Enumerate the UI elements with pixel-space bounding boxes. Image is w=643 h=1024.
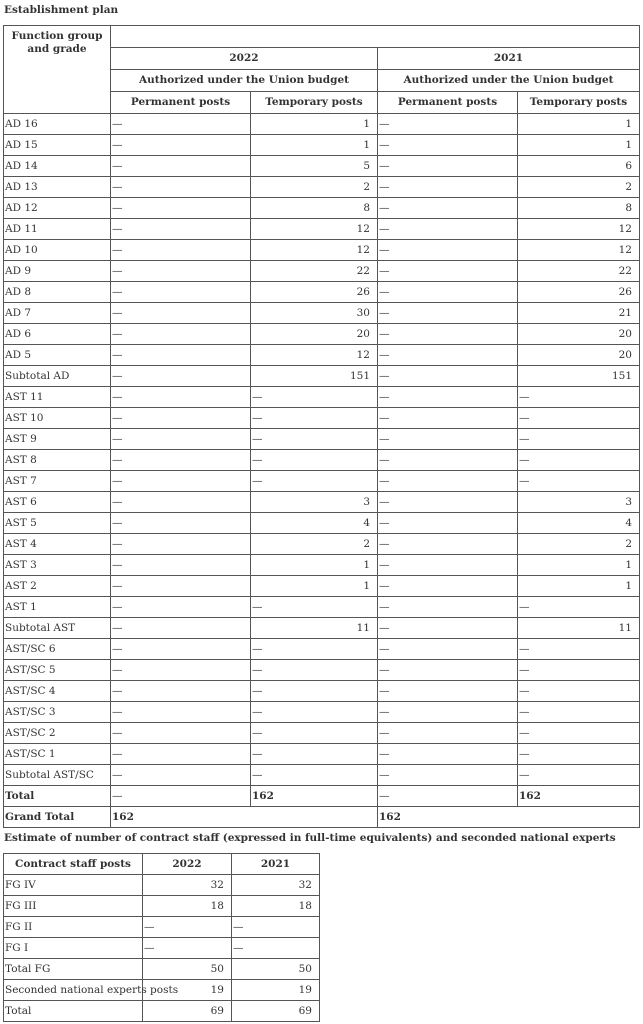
temporary-2022-cell: 3 (251, 492, 378, 513)
grade-label: AST 5 (4, 513, 111, 534)
contract-staff-table (3, 853, 320, 1022)
table-row (4, 324, 640, 345)
permanent-2022-cell: — (111, 639, 251, 660)
grade-label: Subtotal AD (4, 366, 111, 387)
table-row (4, 534, 640, 555)
temporary-2022-cell: 8 (251, 198, 378, 219)
temporary-2021-cell: — (518, 387, 640, 408)
table-row (4, 261, 640, 282)
temporary-2021-cell: 1 (518, 555, 640, 576)
grade-label: AD 6 (4, 324, 111, 345)
permanent-2022-cell: — (111, 135, 251, 156)
permanent-2022-cell: — (111, 660, 251, 681)
permanent-2022-cell: — (111, 261, 251, 282)
contract-staff-title: Estimate of number of contract staff (expressed in full-time equivalents) and seconded national experts (4, 832, 616, 844)
header-permanent-2021: Permanent posts (378, 92, 518, 114)
contract-2022-cell: — (143, 938, 232, 959)
permanent-2021-cell: — (378, 450, 518, 471)
contract-header-posts: Contract staff posts (4, 854, 143, 875)
table-row (4, 618, 640, 639)
temporary-2021-cell: — (518, 744, 640, 765)
table-row (4, 639, 640, 660)
temporary-2021-cell: 2 (518, 177, 640, 198)
permanent-2022-cell: — (111, 597, 251, 618)
temporary-2021-cell: — (518, 408, 640, 429)
contract-row-label: FG III (4, 896, 143, 917)
permanent-2022-cell: — (111, 408, 251, 429)
permanent-2022-cell: — (111, 450, 251, 471)
temporary-2022-cell: — (251, 723, 378, 744)
temporary-2021-cell: — (518, 681, 640, 702)
temporary-2021-cell: 22 (518, 261, 640, 282)
temporary-2021-cell: — (518, 702, 640, 723)
table-row (4, 875, 320, 896)
total-permanent-2021: — (378, 786, 518, 807)
temporary-2022-cell: 1 (251, 135, 378, 156)
permanent-2022-cell: — (111, 723, 251, 744)
temporary-2022-cell: 1 (251, 576, 378, 597)
table-row (4, 135, 640, 156)
permanent-2021-cell: — (378, 576, 518, 597)
permanent-2021-cell: — (378, 261, 518, 282)
temporary-2021-cell: 1 (518, 114, 640, 135)
header-year-2021: 2021 (378, 48, 640, 70)
temporary-2021-cell: — (518, 450, 640, 471)
header-permanent-2022: Permanent posts (111, 92, 251, 114)
grade-label: AST/SC 1 (4, 744, 111, 765)
temporary-2021-cell: 4 (518, 513, 640, 534)
permanent-2022-cell: — (111, 324, 251, 345)
temporary-2022-cell: 12 (251, 240, 378, 261)
temporary-2022-cell: — (251, 765, 378, 786)
permanent-2021-cell: — (378, 114, 518, 135)
temporary-2022-cell: 1 (251, 555, 378, 576)
temporary-2022-cell: 5 (251, 156, 378, 177)
temporary-2021-cell: — (518, 471, 640, 492)
table-row (4, 555, 640, 576)
contract-2022-cell: 69 (143, 1001, 232, 1022)
temporary-2021-cell: 20 (518, 345, 640, 366)
temporary-2022-cell: — (251, 471, 378, 492)
contract-2022-cell: — (143, 917, 232, 938)
establishment-plan-title: Establishment plan (4, 4, 119, 16)
grade-label: AD 14 (4, 156, 111, 177)
table-row (4, 597, 640, 618)
permanent-2021-cell: — (378, 156, 518, 177)
contract-row-label: Seconded national experts posts (4, 980, 143, 1001)
table-row (4, 1001, 320, 1022)
permanent-2021-cell: — (378, 198, 518, 219)
permanent-2022-cell: — (111, 555, 251, 576)
permanent-2021-cell: — (378, 345, 518, 366)
permanent-2021-cell: — (378, 471, 518, 492)
grade-label: AST 4 (4, 534, 111, 555)
permanent-2021-cell: — (378, 429, 518, 450)
grade-label: AD 16 (4, 114, 111, 135)
permanent-2021-cell: — (378, 660, 518, 681)
permanent-2021-cell: — (378, 702, 518, 723)
temporary-2022-cell: 30 (251, 303, 378, 324)
grade-label: AD 9 (4, 261, 111, 282)
grade-label: AST 7 (4, 471, 111, 492)
grade-label: AST/SC 5 (4, 660, 111, 681)
table-row (4, 513, 640, 534)
grade-label: AD 5 (4, 345, 111, 366)
permanent-2022-cell: — (111, 618, 251, 639)
contract-header-2021: 2021 (232, 854, 320, 875)
permanent-2022-cell: — (111, 681, 251, 702)
table-row (4, 896, 320, 917)
contract-2021-cell: — (232, 938, 320, 959)
header-blank-cell (111, 26, 640, 48)
table-row (4, 177, 640, 198)
table-row (4, 660, 640, 681)
temporary-2021-cell: 151 (518, 366, 640, 387)
grade-label: Subtotal AST (4, 618, 111, 639)
temporary-2022-cell: 26 (251, 282, 378, 303)
temporary-2022-cell: 12 (251, 219, 378, 240)
temporary-2021-cell: — (518, 765, 640, 786)
temporary-2021-cell: 11 (518, 618, 640, 639)
temporary-2022-cell: 2 (251, 534, 378, 555)
contract-2021-cell: 69 (232, 1001, 320, 1022)
permanent-2021-cell: — (378, 681, 518, 702)
table-row (4, 345, 640, 366)
table-row (4, 681, 640, 702)
table-row (4, 366, 640, 387)
header-year-2022: 2022 (111, 48, 378, 70)
table-row (4, 240, 640, 261)
permanent-2021-cell: — (378, 492, 518, 513)
temporary-2022-cell: — (251, 450, 378, 471)
permanent-2022-cell: — (111, 282, 251, 303)
grade-label: AST 1 (4, 597, 111, 618)
temporary-2021-cell: 12 (518, 219, 640, 240)
temporary-2021-cell: 20 (518, 324, 640, 345)
contract-2021-cell: 32 (232, 875, 320, 896)
temporary-2021-cell: — (518, 429, 640, 450)
grade-label: AST 9 (4, 429, 111, 450)
permanent-2022-cell: — (111, 219, 251, 240)
temporary-2022-cell: 11 (251, 618, 378, 639)
header-temporary-2022: Temporary posts (251, 92, 378, 114)
grade-label: AST/SC 2 (4, 723, 111, 744)
table-row (4, 492, 640, 513)
temporary-2021-cell: 1 (518, 576, 640, 597)
total-label: Total (4, 786, 111, 807)
contract-2022-cell: 32 (143, 875, 232, 896)
table-row (4, 765, 640, 786)
temporary-2021-cell: 3 (518, 492, 640, 513)
grade-label: AD 13 (4, 177, 111, 198)
grade-label: AST/SC 4 (4, 681, 111, 702)
temporary-2021-cell: 21 (518, 303, 640, 324)
header-temporary-2021: Temporary posts (518, 92, 640, 114)
permanent-2021-cell: — (378, 597, 518, 618)
grade-label: Subtotal AST/SC (4, 765, 111, 786)
permanent-2021-cell: — (378, 219, 518, 240)
grade-label: AST 6 (4, 492, 111, 513)
permanent-2021-cell: — (378, 324, 518, 345)
temporary-2022-cell: 2 (251, 177, 378, 198)
table-row (4, 303, 640, 324)
table-row (4, 156, 640, 177)
permanent-2021-cell: — (378, 135, 518, 156)
grade-label: AST/SC 3 (4, 702, 111, 723)
permanent-2021-cell: — (378, 723, 518, 744)
permanent-2022-cell: — (111, 744, 251, 765)
grade-label: AST 8 (4, 450, 111, 471)
contract-row-label: Total (4, 1001, 143, 1022)
temporary-2021-cell: — (518, 723, 640, 744)
table-row (4, 114, 640, 135)
table-row (4, 744, 640, 765)
grade-label: AST 10 (4, 408, 111, 429)
grade-label: AST/SC 6 (4, 639, 111, 660)
grade-label: AD 7 (4, 303, 111, 324)
permanent-2021-cell: — (378, 513, 518, 534)
permanent-2022-cell: — (111, 240, 251, 261)
header-authorized-2021: Authorized under the Union budget (378, 70, 640, 92)
contract-2021-cell: 50 (232, 959, 320, 980)
table-row (4, 723, 640, 744)
permanent-2021-cell: — (378, 639, 518, 660)
table-row (4, 938, 320, 959)
contract-2021-cell: 18 (232, 896, 320, 917)
table-row (4, 387, 640, 408)
permanent-2022-cell: — (111, 702, 251, 723)
permanent-2021-cell: — (378, 282, 518, 303)
table-row (4, 959, 320, 980)
permanent-2022-cell: — (111, 534, 251, 555)
grade-label: AST 2 (4, 576, 111, 597)
temporary-2022-cell: 1 (251, 114, 378, 135)
permanent-2022-cell: — (111, 198, 251, 219)
permanent-2022-cell: — (111, 387, 251, 408)
temporary-2022-cell: 22 (251, 261, 378, 282)
temporary-2022-cell: — (251, 702, 378, 723)
temporary-2021-cell: — (518, 597, 640, 618)
table-row (4, 917, 320, 938)
grand-total-2021: 162 (378, 807, 640, 828)
establishment-plan-body (4, 114, 640, 786)
permanent-2021-cell: — (378, 765, 518, 786)
permanent-2021-cell: — (378, 240, 518, 261)
table-row (4, 282, 640, 303)
permanent-2022-cell: — (111, 366, 251, 387)
permanent-2022-cell: — (111, 513, 251, 534)
temporary-2021-cell: 12 (518, 240, 640, 261)
permanent-2022-cell: — (111, 576, 251, 597)
grand-total-2022: 162 (111, 807, 378, 828)
temporary-2022-cell: — (251, 660, 378, 681)
grade-label: AD 11 (4, 219, 111, 240)
table-row (4, 576, 640, 597)
table-row (4, 219, 640, 240)
contract-row-label: FG II (4, 917, 143, 938)
temporary-2022-cell: — (251, 681, 378, 702)
permanent-2021-cell: — (378, 303, 518, 324)
temporary-2021-cell: 6 (518, 156, 640, 177)
permanent-2022-cell: — (111, 303, 251, 324)
temporary-2021-cell: 8 (518, 198, 640, 219)
permanent-2021-cell: — (378, 618, 518, 639)
temporary-2022-cell: — (251, 387, 378, 408)
temporary-2022-cell: — (251, 408, 378, 429)
table-row (4, 450, 640, 471)
grade-label: AD 12 (4, 198, 111, 219)
table-row (4, 429, 640, 450)
temporary-2021-cell: 2 (518, 534, 640, 555)
permanent-2022-cell: — (111, 492, 251, 513)
contract-2022-cell: 50 (143, 959, 232, 980)
temporary-2022-cell: — (251, 639, 378, 660)
permanent-2022-cell: — (111, 177, 251, 198)
grade-label: AD 15 (4, 135, 111, 156)
permanent-2021-cell: — (378, 555, 518, 576)
contract-header-2022: 2022 (143, 854, 232, 875)
temporary-2022-cell: 20 (251, 324, 378, 345)
temporary-2021-cell: — (518, 660, 640, 681)
contract-row-label: FG I (4, 938, 143, 959)
total-permanent-2022: — (111, 786, 251, 807)
grade-label: AD 8 (4, 282, 111, 303)
header-authorized-2022: Authorized under the Union budget (111, 70, 378, 92)
temporary-2022-cell: — (251, 429, 378, 450)
contract-staff-body (4, 875, 320, 1022)
contract-2021-cell: 19 (232, 980, 320, 1001)
table-row (4, 408, 640, 429)
permanent-2021-cell: — (378, 366, 518, 387)
total-temporary-2022: 162 (251, 786, 378, 807)
table-row (4, 702, 640, 723)
temporary-2022-cell: — (251, 597, 378, 618)
grade-label: AD 10 (4, 240, 111, 261)
permanent-2021-cell: — (378, 744, 518, 765)
total-temporary-2021: 162 (518, 786, 640, 807)
temporary-2022-cell: 151 (251, 366, 378, 387)
grade-label: AST 3 (4, 555, 111, 576)
temporary-2021-cell: 1 (518, 135, 640, 156)
contract-row-label: Total FG (4, 959, 143, 980)
table-row (4, 471, 640, 492)
permanent-2022-cell: — (111, 345, 251, 366)
permanent-2022-cell: — (111, 114, 251, 135)
permanent-2022-cell: — (111, 471, 251, 492)
permanent-2021-cell: — (378, 177, 518, 198)
header-function-group: Function group and grade (4, 26, 111, 114)
temporary-2022-cell: 12 (251, 345, 378, 366)
grand-total-label: Grand Total (4, 807, 111, 828)
permanent-2021-cell: — (378, 408, 518, 429)
temporary-2021-cell: 26 (518, 282, 640, 303)
establishment-plan-table (3, 25, 640, 828)
table-row (4, 980, 320, 1001)
permanent-2022-cell: — (111, 156, 251, 177)
grade-label: AST 11 (4, 387, 111, 408)
contract-2021-cell: — (232, 917, 320, 938)
contract-2022-cell: 19 (143, 980, 232, 1001)
permanent-2021-cell: — (378, 387, 518, 408)
table-row (4, 198, 640, 219)
temporary-2022-cell: — (251, 744, 378, 765)
permanent-2022-cell: — (111, 429, 251, 450)
permanent-2022-cell: — (111, 765, 251, 786)
contract-row-label: FG IV (4, 875, 143, 896)
temporary-2022-cell: 4 (251, 513, 378, 534)
temporary-2021-cell: — (518, 639, 640, 660)
contract-2022-cell: 18 (143, 896, 232, 917)
permanent-2021-cell: — (378, 534, 518, 555)
